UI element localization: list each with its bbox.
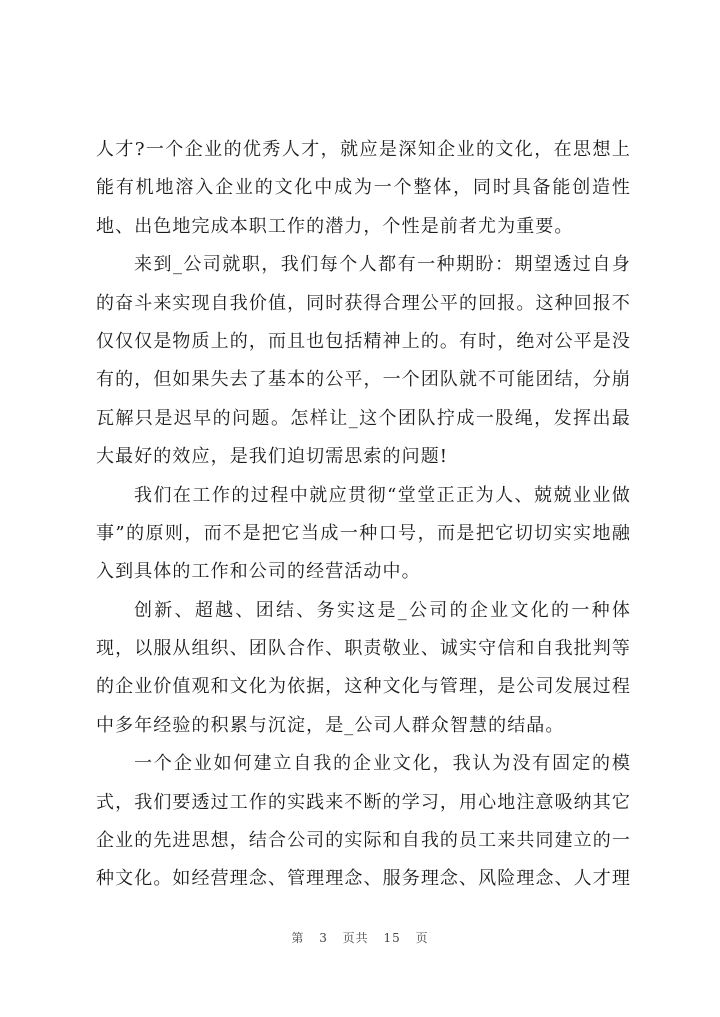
text-line: 瓦解只是迟早的问题。怎样让_这个团队拧成一股绳，发挥出最 [96, 407, 631, 429]
text-line: 种文化。如经营理念、管理理念、服务理念、风险理念、人才理 [96, 868, 631, 890]
text-line: 创新、超越、团结、务实这是_公司的企业文化的一种体 [134, 599, 631, 621]
footer-suffix: 页 [415, 931, 429, 945]
text-line: 式，我们要透过工作的实践来不断的学习，用心地注意吸纳其它 [96, 791, 631, 813]
text-line: 大最好的效应，是我们迫切需思索的问题! [96, 446, 449, 468]
text-line: 能有机地溶入企业的文化中成为一个整体，同时具备能创造性 [96, 177, 631, 199]
body-text [96, 131, 631, 899]
text-line: 现，以服从组织、团队合作、职责敬业、诚实守信和自我批判等 [96, 638, 631, 660]
text-line: 来到_公司就职，我们每个人都有一种期盼：期望透过自身 [134, 254, 631, 276]
text-line: 我们在工作的过程中就应贯彻“堂堂正正为人、兢兢业业做 [134, 484, 631, 506]
text-line: 地、出色地完成本职工作的潜力，个性是前者尤为重要。 [96, 215, 574, 237]
text-line: 中多年经验的积累与沉淀，是_公司人群众智慧的结晶。 [96, 714, 565, 736]
text-line: 企业的先进思想，结合公司的实际和自我的员工来共同建立的一 [96, 830, 631, 852]
footer-prefix: 第 [291, 931, 305, 945]
text-line: 的奋斗来实现自我价值，同时获得合理公平的回报。这种回报不 [96, 292, 631, 314]
text-line: 一个企业如何建立自我的企业文化，我认为没有固定的模 [134, 753, 631, 775]
text-line: 有的，但如果失去了基本的公平，一个团队就不可能团结，分崩 [96, 369, 631, 391]
current-page-number: 3 [319, 931, 328, 945]
page-footer [0, 929, 720, 946]
text-line: 入到具体的工作和公司的经营活动中。 [96, 561, 421, 583]
text-line: 人才?一个企业的优秀人才，就应是深知企业的文化，在思想上 [96, 139, 631, 160]
text-line: 仅仅仅是物质上的，而且也包括精神上的。有时，绝对公平是没 [96, 330, 631, 352]
footer-middle: 页共 [342, 931, 369, 945]
total-page-count: 15 [383, 931, 401, 945]
text-line: 事”的原则，而不是把它当成一种口号，而是把它切切实实地融 [96, 522, 631, 544]
text-line: 的企业价值观和文化为依据，这种文化与管理，是公司发展过程 [96, 676, 631, 698]
